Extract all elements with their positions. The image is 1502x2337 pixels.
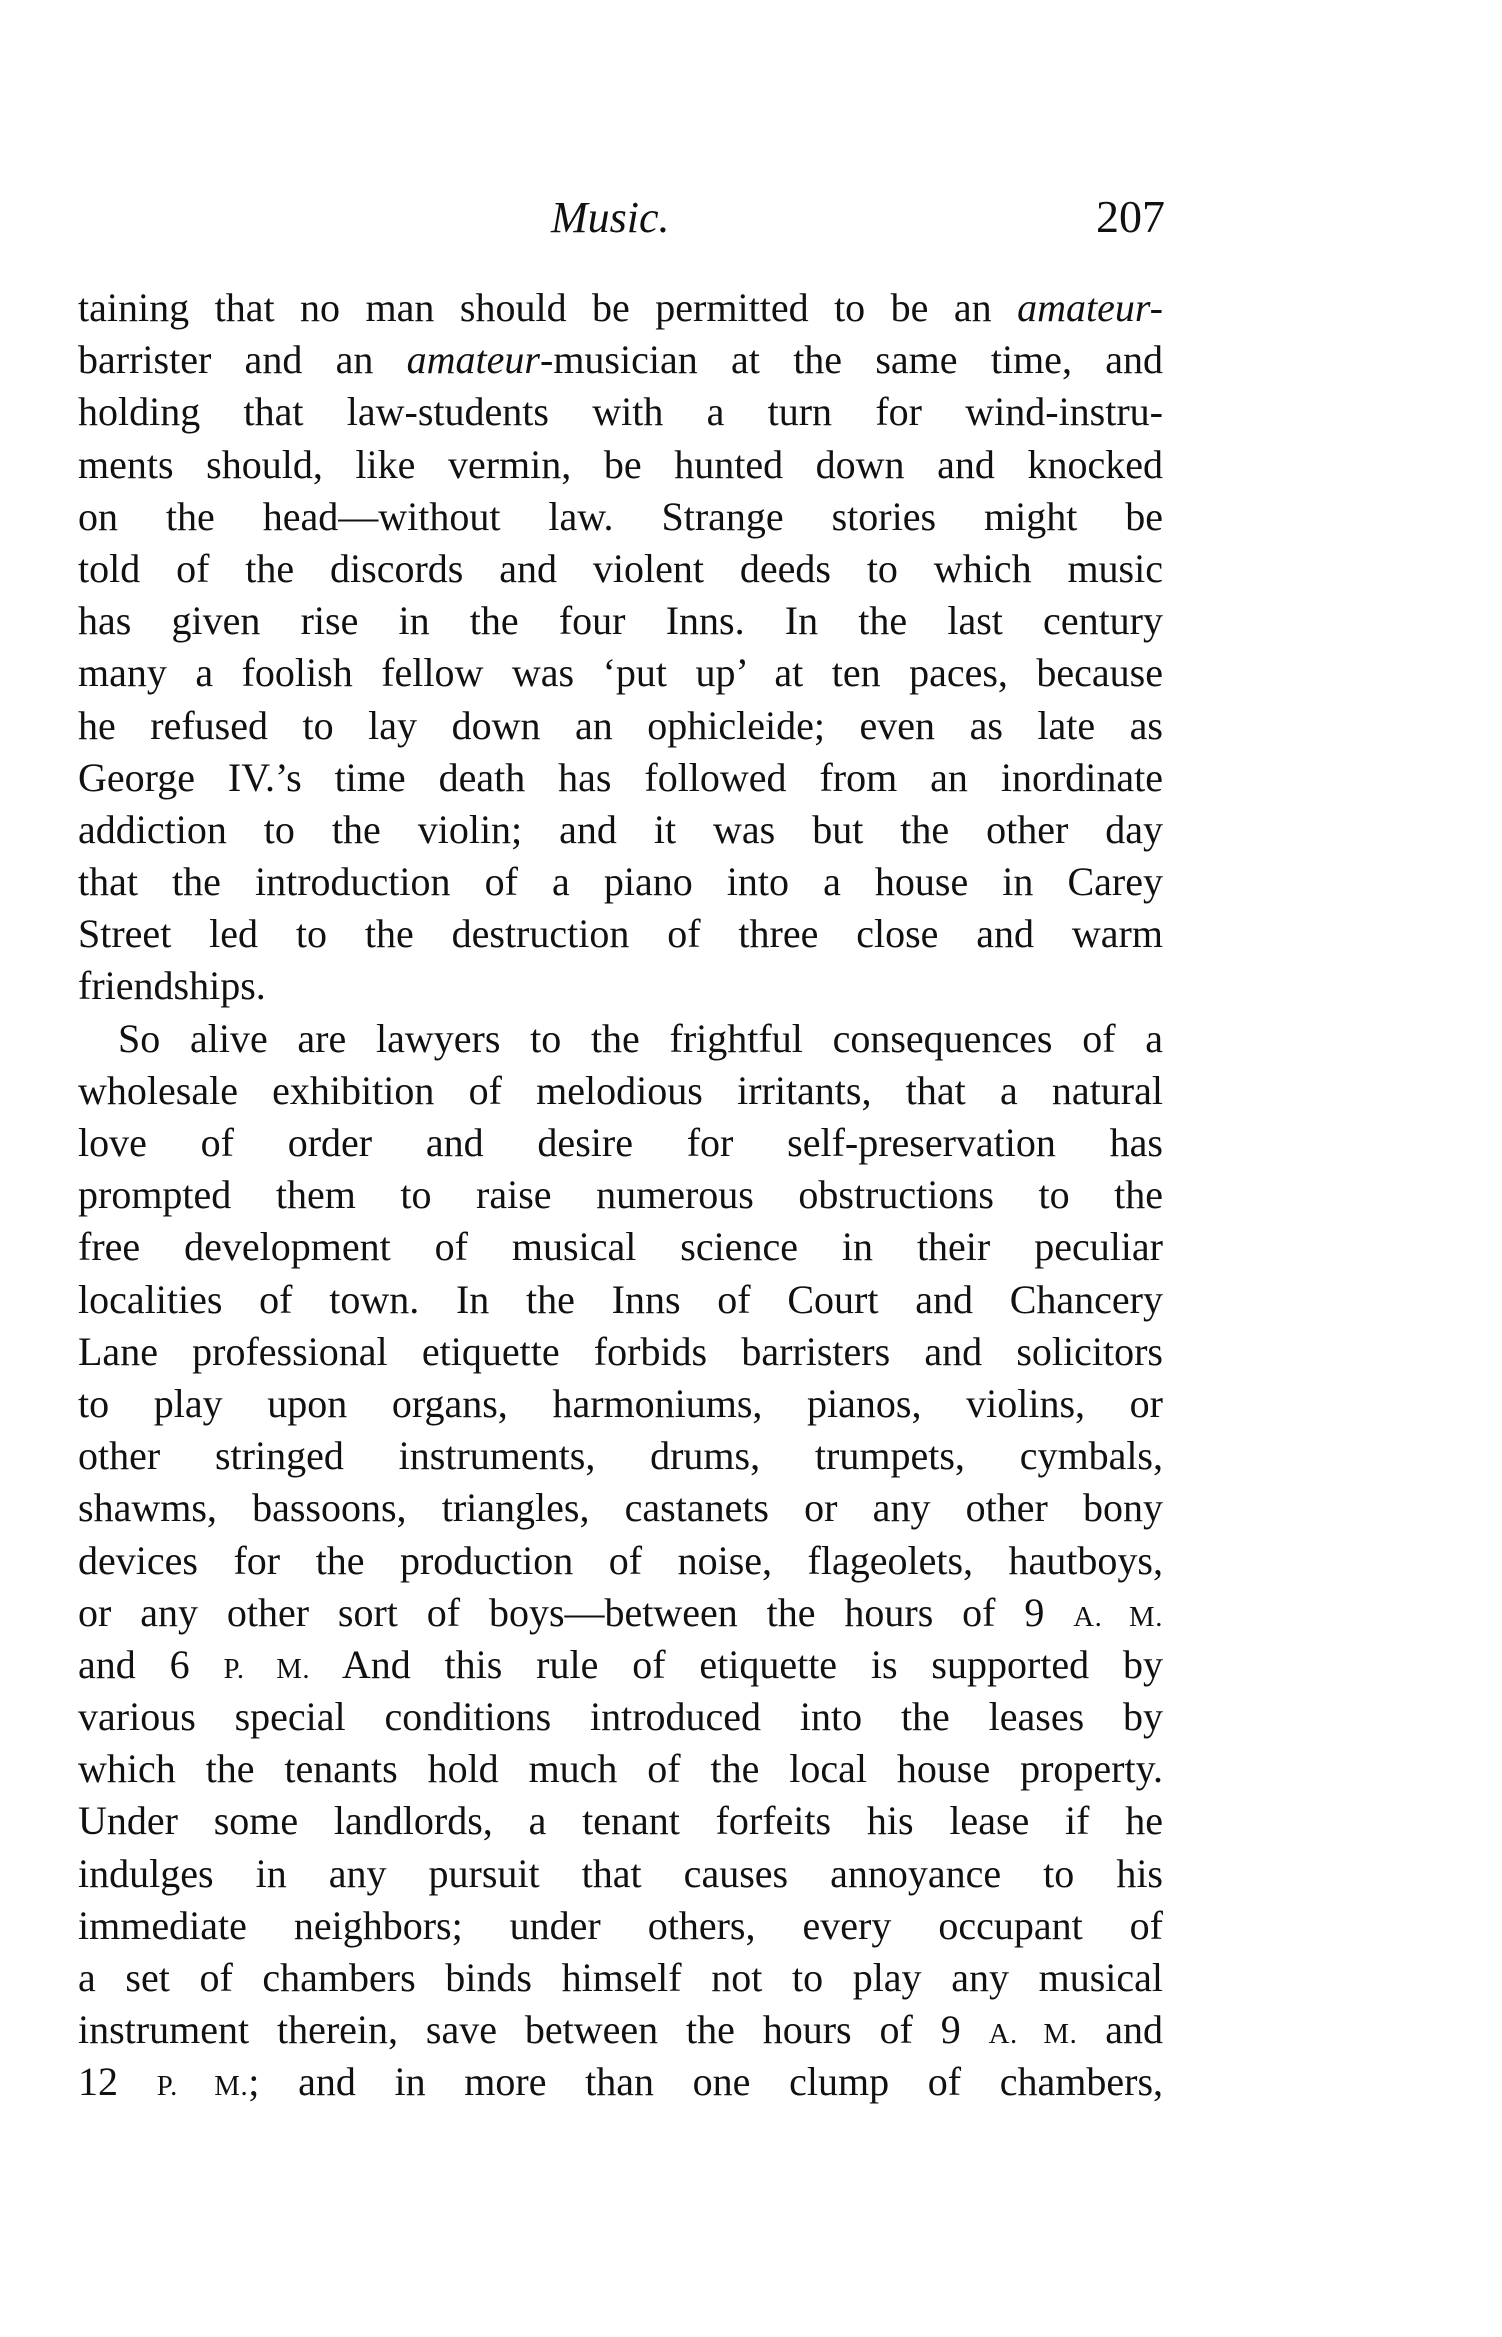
text-line: has given rise in the four Inns. In the last century	[78, 598, 1163, 644]
text-line: which the tenants hold much of the local house property.	[78, 1746, 1163, 1792]
text-line: So alive are lawyers to the frightful consequences of a	[118, 1015, 1163, 1061]
text-line: various special conditions introduced into the leases by	[78, 1694, 1163, 1740]
text-line: wholesale exhibition of melodious irritants, that a natural	[78, 1067, 1163, 1113]
text-line: immediate neighbors; under others, every occupant of	[78, 1902, 1163, 1948]
text-line: addiction to the violin; and it was but the other day	[78, 806, 1163, 852]
text-line: localities of town. In the Inns of Court and Chancery	[78, 1276, 1163, 1322]
text-line: a set of chambers binds himself not to play any musical	[78, 1955, 1163, 2000]
text-line: Street led to the destruction of three close and warm	[78, 911, 1163, 957]
text-line: love of order and desire for self-preservation has	[78, 1120, 1163, 1165]
running-title: Music.	[551, 193, 670, 242]
text-line: George IV.’s time death has followed from an inordinate	[78, 754, 1163, 800]
text-line: instrument therein, save between the hours of 9 A. M. and	[78, 2007, 1163, 2053]
text-line: and 6 P. M. And this rule of etiquette is supported by	[78, 1641, 1163, 1687]
text-line: that the introduction of a piano into a house in Carey	[78, 859, 1163, 905]
body-text	[78, 282, 1163, 2109]
text-line: shawms, bassoons, triangles, castanets or any other bony	[78, 1485, 1163, 1531]
page-number: 207	[1096, 191, 1165, 242]
text-line: friendships.	[78, 963, 266, 1009]
text-line: ments should, like vermin, be hunted down and knocked	[78, 441, 1163, 487]
text-line: many a foolish fellow was ‘put up’ at ten paces, because	[78, 650, 1163, 696]
text-line: Under some landlords, a tenant forfeits his lease if he	[78, 1798, 1163, 1844]
text-line: indulges in any pursuit that causes annoyance to his	[78, 1850, 1163, 1896]
text-line: told of the discords and violent deeds to which music	[78, 545, 1163, 591]
text-line: barrister and an amateur-musician at the same time, and	[78, 337, 1163, 383]
text-line: to play upon organs, harmoniums, pianos, violins, or	[78, 1380, 1163, 1426]
text-line: he refused to lay down an ophicleide; even as late as	[78, 702, 1163, 748]
text-line: prompted them to raise numerous obstructions to the	[78, 1172, 1163, 1218]
text-line: other stringed instruments, drums, trumpets, cymbals,	[78, 1433, 1163, 1479]
text-line: taining that no man should be permitted to be an amateur-	[78, 285, 1163, 330]
text-line: or any other sort of boys—between the hours of 9 A. M.	[78, 1589, 1163, 1635]
text-line: free development of musical science in their peculiar	[78, 1224, 1163, 1270]
text-line: Lane professional etiquette forbids barristers and solicitors	[78, 1328, 1163, 1374]
text-line: devices for the production of noise, flageolets, hautboys,	[78, 1537, 1163, 1583]
text-line: holding that law-students with a turn for wind-instru-	[78, 389, 1163, 435]
text-line: on the head—without law. Strange stories might be	[78, 493, 1163, 539]
text-line: 12 P. M.; and in more than one clump of chambers,	[78, 2059, 1164, 2105]
